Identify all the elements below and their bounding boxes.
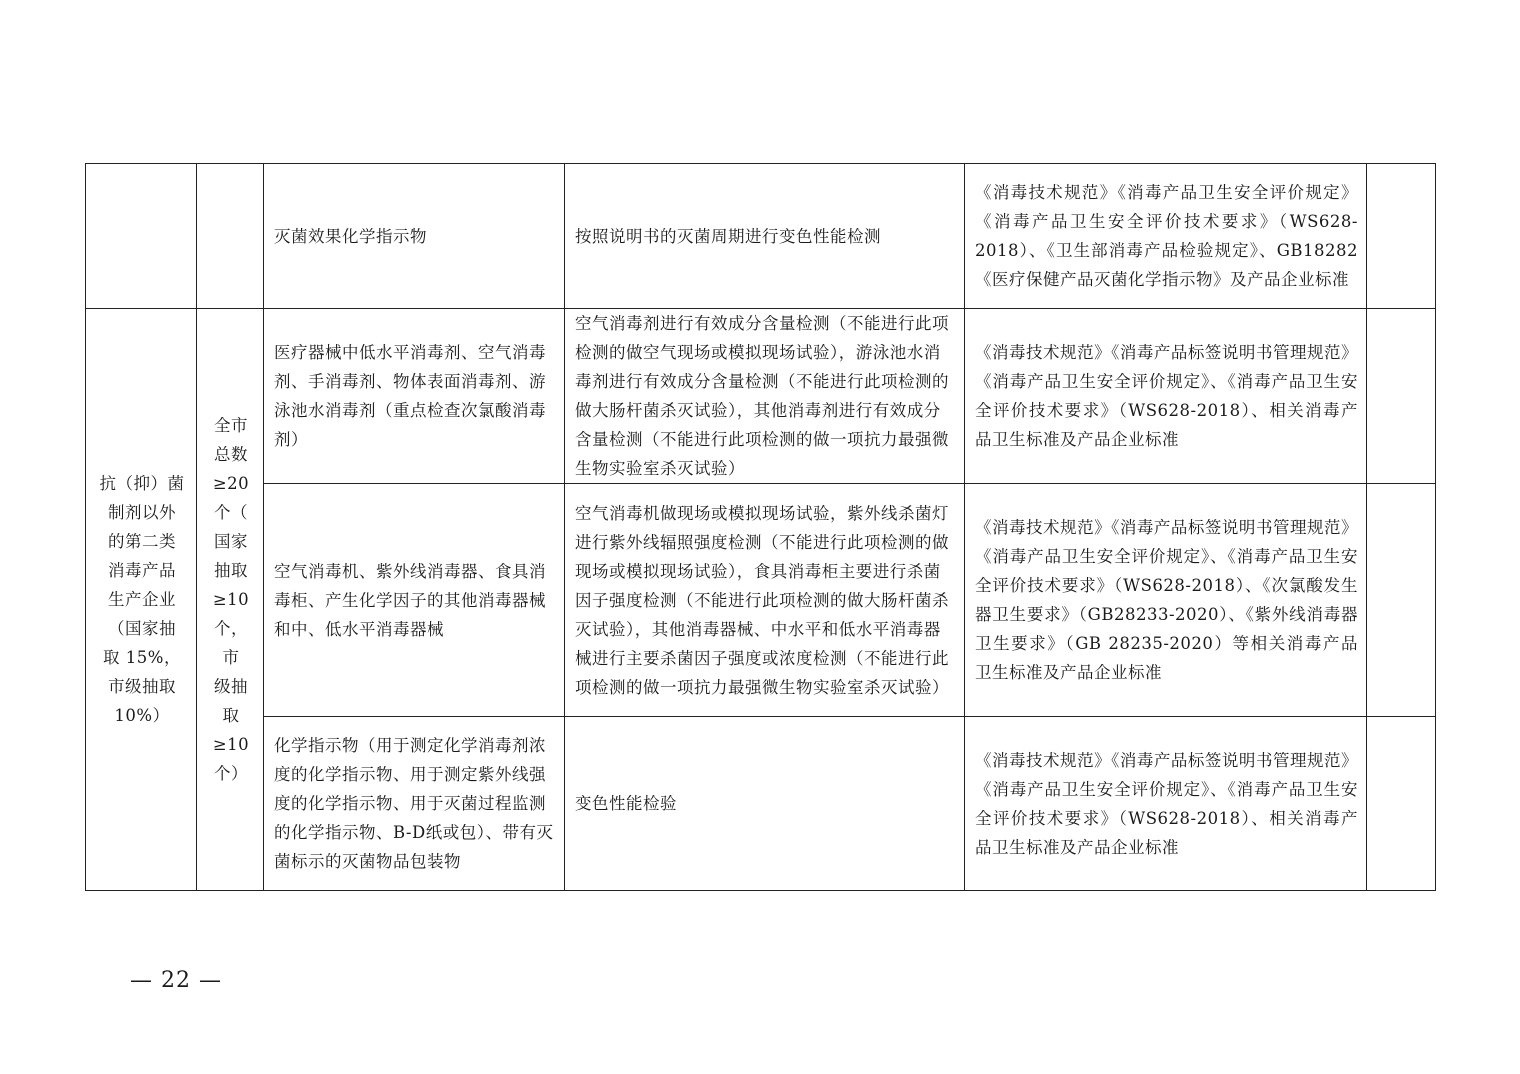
sample-count-cell [197, 309, 264, 891]
enterprise-type-cell [86, 309, 197, 891]
table-row [86, 484, 1436, 717]
method-text: 按照说明书的灭菌周期进行变色性能检测 [575, 226, 881, 246]
table-row [86, 717, 1436, 891]
product-cell [264, 309, 565, 484]
method-cell [565, 717, 965, 891]
sample-count-text: 全市 总数 ≥20 个（ 国家 抽取 ≥10 个，市 级抽 取 ≥10 个） [212, 416, 250, 783]
sample-count-cell-empty [197, 164, 264, 309]
product-cell [264, 164, 565, 309]
product-text: 化学指示物（用于测定化学消毒剂浓度的化学指示物、用于测定紫外线强度的化学指示物、用于灭菌过程监测的化学指示物、B-D纸或包）、带有灭菌标示的灭菌物品包装物 [274, 736, 554, 871]
method-text: 空气消毒剂进行有效成分含量检测（不能进行此项检测的做空气现场或模拟现场试验），游泳池水消毒剂进行有效成分含量检测（不能进行此项检测的做大肠杆菌杀灭试验），其他消毒剂进行有效成分含量检测（不能进行此项检测的做一项抗力最强微生物实验室杀灭试验） [575, 314, 949, 478]
reference-text: 《消毒技术规范》《消毒产品标签说明书管理规范》《消毒产品卫生安全评价规定》、《消毒产品卫生安全评价技术要求》（WS628-2018）、相关消毒产品卫生标准及产品企业标准 [975, 750, 1358, 857]
note-cell [1367, 717, 1436, 891]
reference-cell [965, 164, 1367, 309]
product-text: 空气消毒机、紫外线消毒器、食具消毒柜、产生化学因子的其他消毒器械和中、低水平消毒器械 [274, 561, 546, 639]
reference-cell [965, 717, 1367, 891]
product-cell [264, 717, 565, 891]
page-number: — 22 — [130, 968, 222, 993]
reference-cell [965, 309, 1367, 484]
note-cell [1367, 164, 1436, 309]
method-text: 空气消毒机做现场或模拟现场试验，紫外线杀菌灯进行紫外线辐照强度检测（不能进行此项检测的做现场或模拟现场试验），食具消毒柜主要进行杀菌因子强度检测（不能进行此项检测的做大肠杆菌杀灭试验），其他消毒器械、中水平和低水平消毒器械进行主要杀菌因子强度或浓度检测（不能进行此项检测的做一项抗力最强微生物实验室杀灭试验） [575, 503, 949, 697]
product-text: 灭菌效果化学指示物 [274, 226, 427, 246]
method-text: 变色性能检验 [575, 794, 677, 813]
inspection-table [85, 163, 1436, 891]
reference-text: 《消毒技术规范》《消毒产品卫生安全评价规定》《消毒产品卫生安全评价技术要求》（WS628-2018）、《卫生部消毒产品检验规定》、GB18282《医疗保健产品灭菌化学指示物》及产品企业标准 [975, 183, 1358, 289]
reference-cell [965, 484, 1367, 717]
enterprise-type-text: 抗（抑）菌 制剂以外 的第二类 消毒产品 生产企业 （国家抽 取 15%， 市级抽取 10%） [99, 474, 185, 725]
note-cell [1367, 484, 1436, 717]
method-cell [565, 484, 965, 717]
method-cell [565, 164, 965, 309]
table-row [86, 164, 1436, 309]
reference-text: 《消毒技术规范》《消毒产品标签说明书管理规范》《消毒产品卫生安全评价规定》、《消毒产品卫生安全评价技术要求》（WS628-2018）、相关消毒产品卫生标准及产品企业标准 [975, 343, 1358, 449]
product-text: 医疗器械中低水平消毒剂、空气消毒剂、手消毒剂、物体表面消毒剂、游泳池水消毒剂（重点检查次氯酸消毒剂） [274, 343, 546, 449]
table-row [86, 309, 1436, 484]
product-cell [264, 484, 565, 717]
method-cell [565, 309, 965, 484]
reference-text: 《消毒技术规范》《消毒产品标签说明书管理规范》《消毒产品卫生安全评价规定》、《消毒产品卫生安全评价技术要求》（WS628-2018）、《次氯酸发生器卫生要求》（GB28233-2020）、《紫外线消毒器卫生要求》（GB 28235-2020）等相关消毒产品卫生标准及产品企业标准 [975, 518, 1358, 682]
note-cell [1367, 309, 1436, 484]
enterprise-type-cell-empty [86, 164, 197, 309]
